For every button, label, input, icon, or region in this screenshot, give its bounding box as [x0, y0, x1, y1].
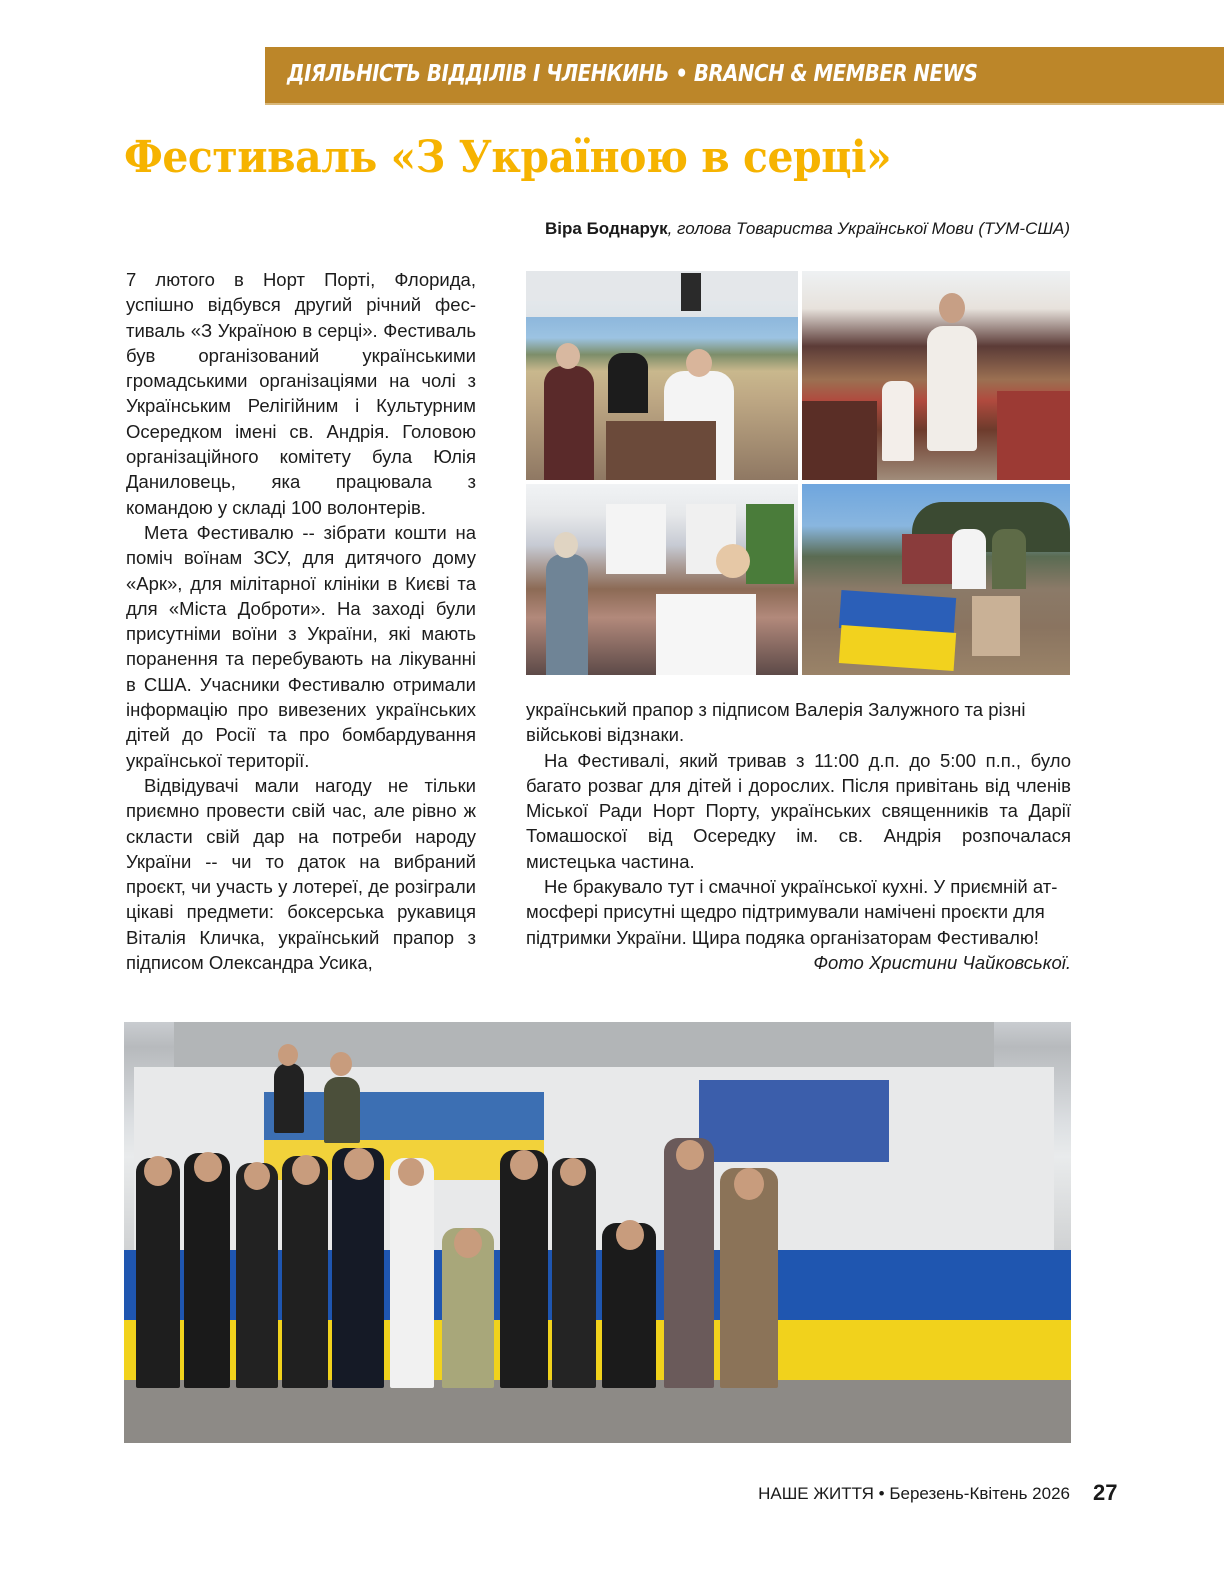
vyshyvanka-vendor-photo [526, 484, 798, 675]
publication-footer: НАШЕ ЖИТТЯ • Березень-Квітень 2026 [758, 1484, 1070, 1503]
paragraph: український прапор з підписом Валерія Залужного та різні військові відзнаки. [526, 699, 1026, 746]
person-head [278, 1044, 298, 1066]
section-banner [265, 47, 1224, 105]
person-figure [552, 1158, 596, 1388]
photo-detail [544, 366, 594, 480]
embroidered-clothing-stall-photo [802, 271, 1070, 480]
person-figure [500, 1150, 548, 1388]
photo-detail [606, 421, 716, 480]
byline-author: Віра Боднарук [545, 219, 668, 238]
photo-detail [608, 353, 648, 413]
photo-detail [686, 349, 712, 377]
person-head [616, 1220, 644, 1250]
section-label: ДІЯЛЬНІСТЬ ВІДДІЛІВ І ЧЛЕНКИНЬ • BRANCH & MEMBER NEWS [287, 61, 978, 87]
photo-detail [882, 381, 914, 461]
person-figure [664, 1138, 714, 1388]
paragraph: Мета Фестивалю -- зібрати кошти на поміч воїнам ЗСУ, для дитячого дому «Арк», для мілітарної клініки в Києві та для «Міста Доброти». На заході були присутніми воїни з України, які мають поранення та перебувають на лікуванні в США. Учасники Фестивалю отримали інформацію про вивезених українських дітей до Росії та про бомбардування української території. [126, 521, 476, 771]
person-head [344, 1148, 374, 1180]
festival-booth-women-photo [526, 271, 798, 480]
article-column-left [126, 267, 476, 975]
photo-detail [802, 401, 877, 480]
person-figure [236, 1163, 278, 1388]
person-head [734, 1168, 764, 1200]
person-head [560, 1158, 586, 1186]
wounded-veterans-stage-group-photo [124, 1022, 1071, 1443]
person-head [244, 1162, 270, 1190]
stage-flag-blue [264, 1092, 544, 1140]
person-figure [274, 1063, 304, 1133]
person-head [510, 1150, 538, 1180]
person-head [292, 1155, 320, 1185]
article-title: Фестиваль «З Україною в серці» [124, 132, 892, 183]
person-head [454, 1228, 482, 1258]
photo-detail [952, 529, 986, 589]
person-head [144, 1156, 172, 1186]
sponsor-banner [699, 1080, 889, 1162]
photo-detail [992, 529, 1026, 589]
photo-detail [927, 326, 977, 451]
person-head [194, 1152, 222, 1182]
person-figure [282, 1156, 328, 1388]
byline-role: , голова Товариства Української Мови (ТУМ-США) [667, 219, 1070, 238]
person-figure [324, 1077, 360, 1143]
person-figure [184, 1153, 230, 1388]
paragraph: Не бракувало тут і смачної української кухні. У приємній атмосфері присутні щедро підтримували намічені проєкти для підтримки України. Щира подяка організаторам Фестивалю! [526, 876, 1058, 948]
person-head [330, 1052, 352, 1076]
person-figure [720, 1168, 778, 1388]
byline [545, 219, 1070, 239]
person-figure [136, 1158, 180, 1388]
paragraph: На Фестивалі, який тривав з 11:00 д.п. до 5:00 п.п., було багато розваг для дітей і дорослих. Після привітань від членів Міської Ради Норт Порту, українських священників та Дарії Томашоскої від Осередку ім. св. Андрія розпочалася мистецька частина. [526, 749, 1071, 872]
photo-detail [656, 594, 756, 675]
photo-detail [746, 504, 794, 584]
photo-detail [546, 554, 588, 675]
photo-detail [606, 504, 666, 574]
veterans-flag-table-photo [802, 484, 1070, 675]
photo-detail [939, 293, 965, 323]
person-figure [390, 1158, 434, 1388]
page-number: 27 [1093, 1480, 1118, 1505]
photo-detail [997, 391, 1070, 480]
article-column-right [526, 697, 1071, 975]
photo-collage [526, 271, 1070, 675]
photo-detail [526, 271, 798, 301]
paragraph: 7 лютого в Норт Порті, Флорида, успішно відбувся другий річний фестиваль «З Україною в серці». Фестиваль був організований українськими громадськими організаціями на чолі з Українським Релігійним і Культурним Осередком імені св. Андрія. Головою організаційного комітету була Юлія Даниловець, яка працювала з командою у складі 100 волонтерів. [126, 269, 476, 518]
photo-detail [681, 273, 701, 311]
person-figure [332, 1148, 384, 1388]
ground [124, 1380, 1071, 1443]
photo-detail [972, 596, 1020, 656]
paragraph: Відвідувачі мали нагоду не тільки приємно провести свій час, але рівно ж скласти свій дар на потреби народу України -- чи то даток на вибраний проєкт, чи участь у лотереї, де розіграли цікаві предмети: боксерська рукавиця Віталія Кличка, український прапор з підписом Олександра Усика, [126, 774, 476, 974]
photo-credit: Фото Христини Чайковської. [813, 951, 1071, 973]
photo-detail [716, 544, 750, 578]
photo-detail [839, 625, 956, 671]
photo-detail [554, 532, 578, 558]
person-head [398, 1158, 424, 1186]
person-head [676, 1140, 704, 1170]
photo-detail [556, 343, 580, 369]
